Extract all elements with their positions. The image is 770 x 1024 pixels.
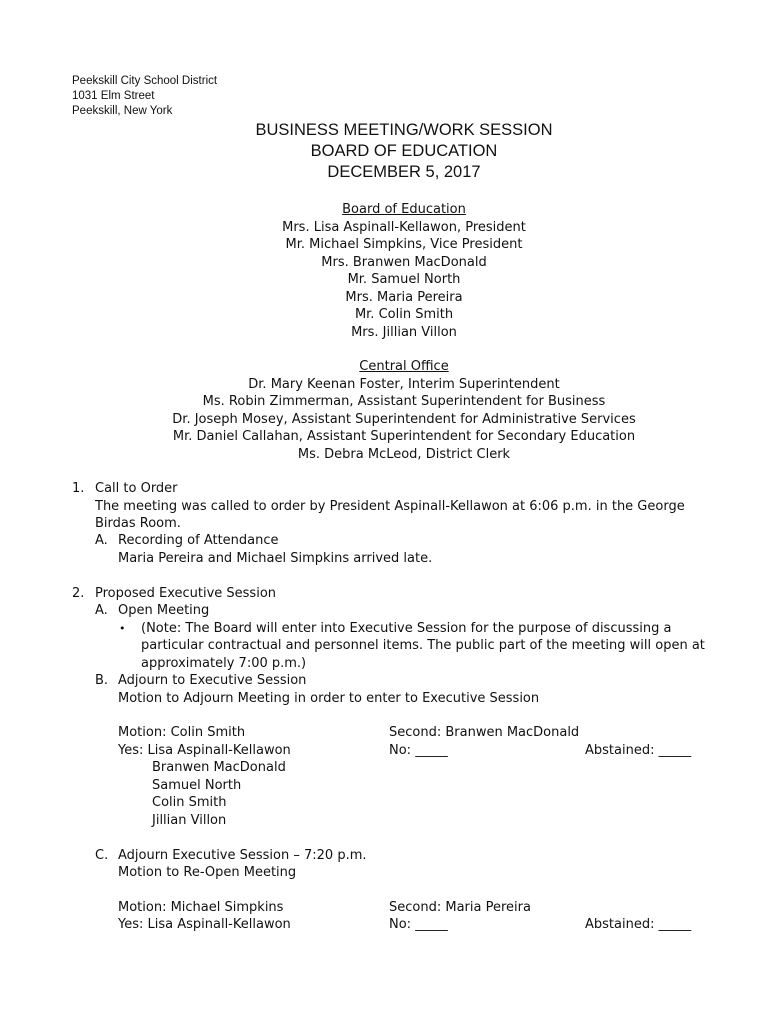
item-1a-text: Maria Pereira and Michael Simpkins arrived late.	[118, 550, 433, 566]
board-member: Mrs. Lisa Aspinall-Kellawon, President	[282, 219, 526, 235]
item-2c-letter: C.	[95, 847, 109, 863]
district-city: Peekskill, New York	[72, 105, 173, 117]
item-2a-title: Open Meeting	[118, 603, 210, 618]
central-office-member: Dr. Mary Keenan Foster, Interim Superintendent	[248, 376, 560, 392]
bullet-icon: •	[119, 622, 126, 635]
vote-c-yes: Yes: Lisa Aspinall-Kellawon	[118, 917, 291, 932]
note-text: particular contractual and personnel items. The public part of the meeting will open at	[141, 638, 705, 653]
central-office-member: Dr. Joseph Mosey, Assistant Superintendent for Administrative Services	[172, 411, 636, 427]
vote-c-motion: Motion: Michael Simpkins	[118, 899, 284, 915]
item-2-title: Proposed Executive Session	[95, 585, 277, 601]
item-2b-letter: B.	[95, 673, 109, 688]
central-office-member: Mr. Daniel Callahan, Assistant Superintendent for Secondary Education	[172, 429, 636, 444]
item-2b-text: Motion to Adjourn Meeting in order to enter to Executive Session	[118, 690, 540, 706]
vote-c-abstained: Abstained: _____	[585, 917, 692, 932]
note-text: (Note: The Board will enter into Executive Session for the purpose of discussing a	[141, 620, 672, 636]
board-member: Mrs. Maria Pereira	[345, 289, 463, 305]
item-2c-text: Motion to Re-Open Meeting	[118, 865, 297, 880]
vote-b-yes: Yes: Lisa Aspinall-Kellawon	[118, 742, 291, 758]
note-text: approximately 7:00 p.m.)	[141, 655, 307, 671]
board-title: BOARD OF EDUCATION	[310, 142, 498, 160]
central-office-member: Ms. Robin Zimmerman, Assistant Superintendent for Business	[202, 394, 606, 409]
meeting-date: DECEMBER 5, 2017	[327, 163, 481, 181]
item-1-title: Call to Order	[95, 481, 178, 496]
vote-c-no: No: _____	[389, 917, 448, 932]
item-2a-letter: A.	[95, 603, 108, 618]
vote-c-second: Second: Maria Pereira	[389, 899, 531, 915]
item-1a-letter: A.	[95, 533, 108, 548]
item-2b-title: Adjourn to Executive Session	[118, 673, 307, 688]
item-2c-title: Adjourn Executive Session – 7:20 p.m.	[118, 847, 367, 863]
vote-b-motion: Motion: Colin Smith	[118, 725, 246, 740]
vote-b-no: No: _____	[389, 742, 448, 758]
vote-b-second: Second: Branwen MacDonald	[389, 725, 580, 740]
item-1a-title: Recording of Attendance	[118, 533, 279, 548]
district-name: Peekskill City School District	[72, 75, 218, 87]
item-1-text: The meeting was called to order by President Aspinall-Kellawon at 6:06 p.m. in the George	[95, 498, 685, 514]
board-member: Mr. Colin Smith	[354, 307, 454, 322]
vote-b-yes-name: Jillian Villon	[152, 812, 227, 828]
board-member: Mr. Michael Simpkins, Vice President	[285, 237, 523, 252]
item-2-number: 2.	[72, 585, 85, 601]
vote-b-yes-name: Samuel North	[152, 777, 242, 793]
item-1-number: 1.	[72, 481, 85, 496]
board-heading: Board of Education	[342, 202, 466, 217]
vote-b-yes-name: Branwen MacDonald	[152, 760, 286, 775]
board-member: Mrs. Branwen MacDonald	[321, 254, 487, 270]
vote-b-abstained: Abstained: _____	[585, 742, 692, 758]
district-street: 1031 Elm Street	[72, 90, 155, 102]
board-member: Mr. Samuel North	[347, 272, 461, 287]
item-1-text: Birdas Room.	[95, 516, 181, 531]
central-office-heading: Central Office	[359, 359, 449, 374]
meeting-title: BUSINESS MEETING/WORK SESSION	[255, 121, 553, 139]
vote-b-yes-name: Colin Smith	[152, 795, 227, 810]
central-office-member: Ms. Debra McLeod, District Clerk	[297, 446, 511, 462]
board-member: Mrs. Jillian Villon	[351, 324, 457, 340]
